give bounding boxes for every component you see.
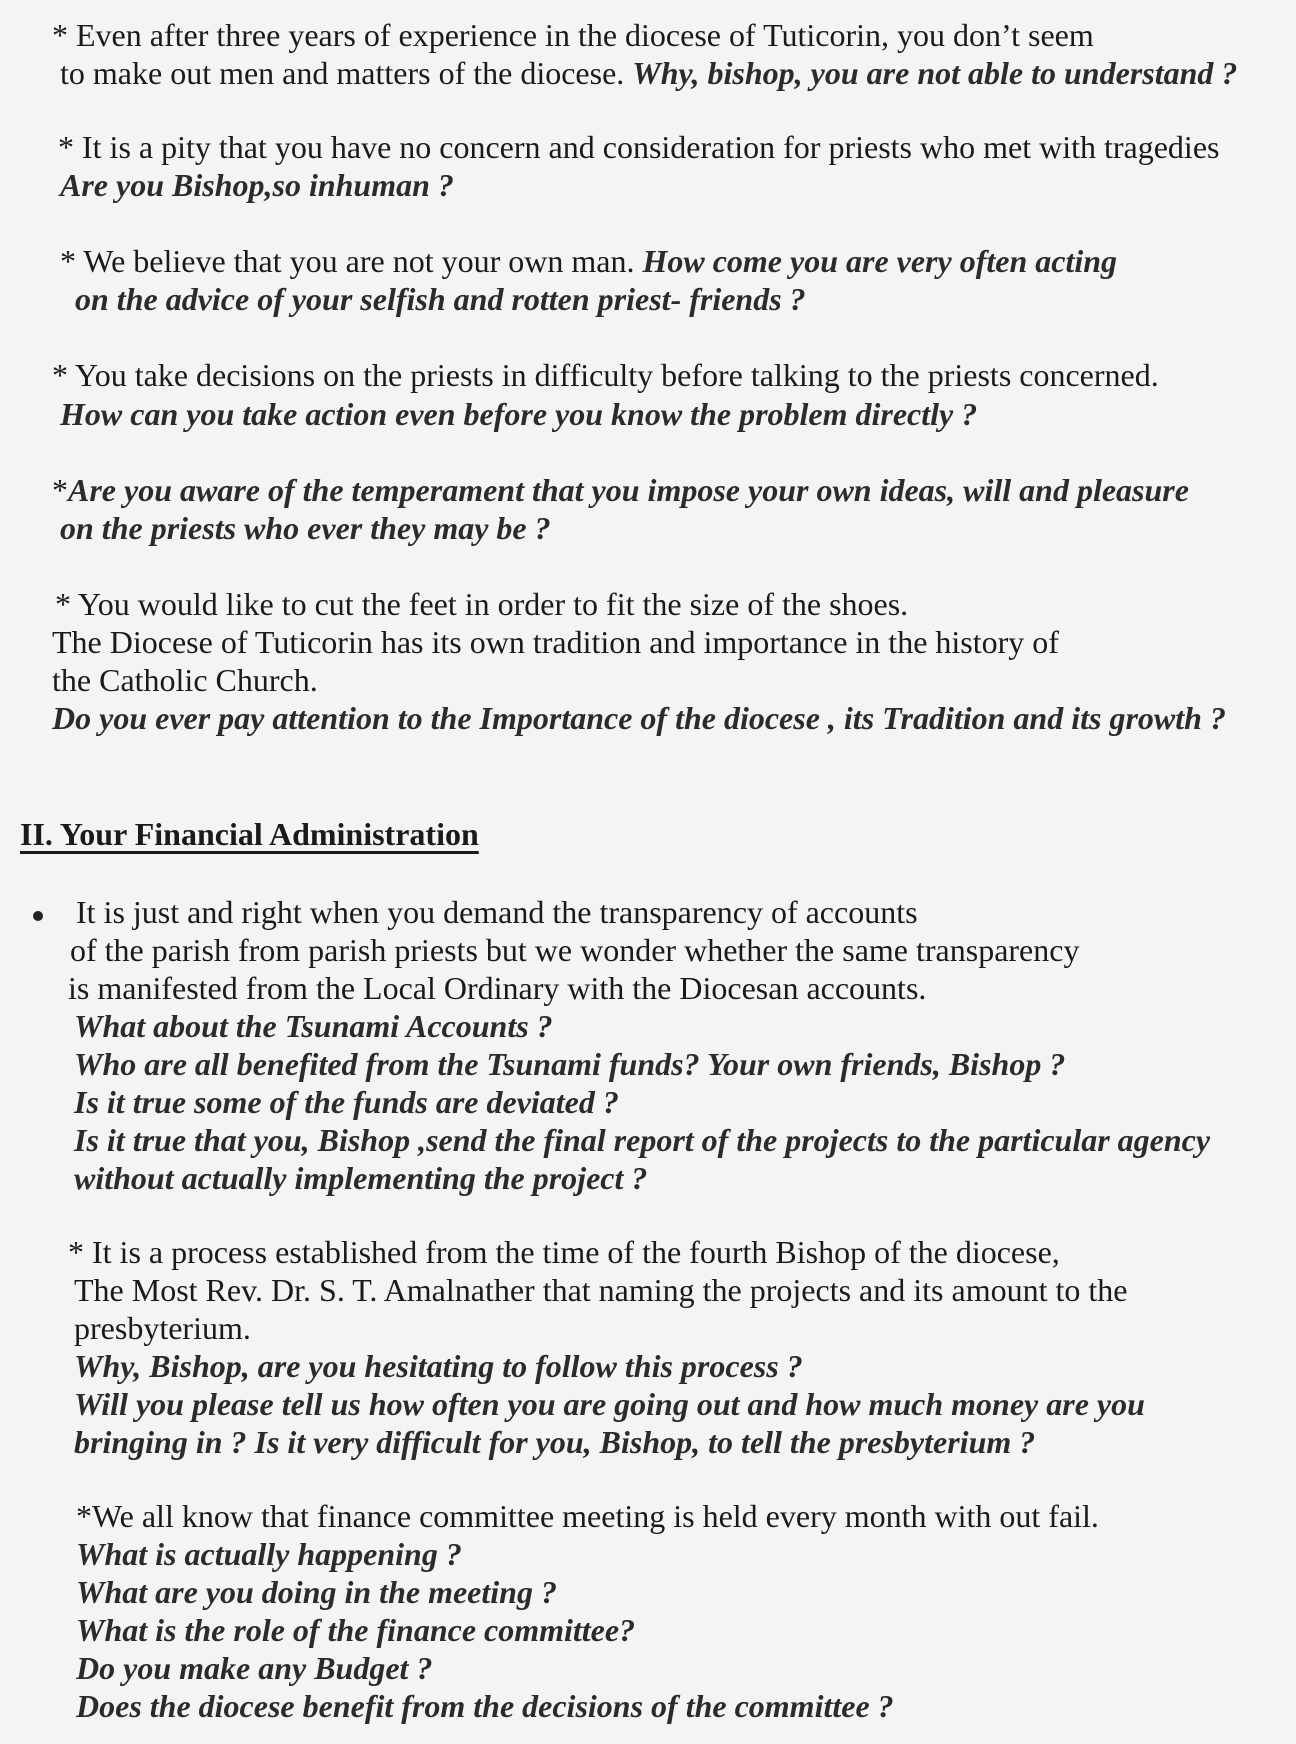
statement-text: * It is a process established from the time of the fourth Bishop of the diocese, [68,1234,1060,1270]
paragraph-line [58,128,1219,166]
statement-text: The Diocese of Tuticorin has its own tradition and importance in the history of [52,624,1059,660]
question-text: Are you Bishop,so inhuman ? [60,167,454,203]
paragraph-line [60,395,977,433]
paragraph-line [60,242,1117,280]
paragraph-line [76,1611,635,1649]
statement-text: to make out men and matters of the diocese. [60,55,633,91]
statement-text: * We believe that you are not your own man. [60,243,643,279]
question-text: Do you make any Budget ? [76,1650,433,1686]
paragraph-line [52,356,1159,394]
paragraph-line [52,623,1059,661]
question-text: Is it true some of the funds are deviated ? [74,1084,619,1120]
question-text: What about the Tsunami Accounts ? [74,1008,553,1044]
statement-text: * Even after three years of experience in the diocese of Tuticorin, you don’t seem [52,17,1094,53]
paragraph-line [74,1083,619,1121]
paragraph-line [74,1121,1210,1159]
question-text: How can you take action even before you know the problem directly ? [60,396,978,432]
paragraph-line [70,931,1079,969]
statement-text: * You take decisions on the priests in difficulty before talking to the priests concerned. [52,357,1159,393]
paragraph-line [55,585,908,623]
paragraph-line [60,54,1237,92]
paragraph-line [76,893,918,931]
paragraph-line [74,1271,1127,1309]
paragraph-line [74,1045,1065,1083]
paragraph-line [76,1687,894,1725]
paragraph-line [68,969,926,1007]
statement-text: of the parish from parish priests but we wonder whether the same transparency [70,932,1080,968]
statement-text: It is just and right when you demand the transparency of accounts [76,894,918,930]
statement-text: *We all know that finance committee meeting is held every month with out fail. [76,1498,1099,1534]
question-text: How come you are very often acting [642,243,1118,279]
paragraph-line [74,1347,803,1385]
paragraph-line [52,699,1226,737]
paragraph-line [76,1497,1099,1535]
question-text: without actually implementing the project ? [74,1160,648,1196]
question-text: Will you please tell us how often you are going out and how much money are you [74,1386,1145,1422]
question-text: Does the diocese benefit from the decisions of the committee ? [76,1688,894,1724]
paragraph-line [75,280,806,318]
statement-text: The Most Rev. Dr. S. T. Amalnather that naming the projects and its amount to the [74,1272,1128,1308]
paragraph-line [74,1385,1145,1423]
question-text: Do you ever pay attention to the Importance of the diocese , its Tradition and its growth ? [52,700,1226,736]
question-text: What is actually happening ? [76,1536,462,1572]
paragraph-line [60,509,551,547]
paragraph-line [76,1573,557,1611]
question-text: bringing in ? Is it very difficult for you, Bishop, to tell the presbyterium ? [74,1424,1036,1460]
statement-text: * [52,472,68,508]
statement-text: presbyterium. [74,1310,251,1346]
question-text: Is it true that you, Bishop ,send the final report of the projects to the particular agency [74,1122,1211,1158]
question-text: Are you aware of the temperament that you impose your own ideas, will and pleasure [68,472,1189,508]
statement-text: * You would like to cut the feet in order to fit the size of the shoes. [55,586,909,622]
section-heading: II. Your Financial Administration [20,816,479,852]
bullet-icon [33,911,43,921]
statement-text: * It is a pity that you have no concern and consideration for priests who met with tragedies [58,129,1220,165]
paragraph-line [74,1309,251,1347]
paragraph-line [60,166,454,204]
paragraph-line [52,661,318,699]
statement-text: the Catholic Church. [52,662,318,698]
paragraph-line [52,16,1094,54]
paragraph-line [76,1535,462,1573]
paragraph-line [74,1159,647,1197]
question-text: What is the role of the finance committee? [76,1612,636,1648]
paragraph-line [68,1233,1060,1271]
statement-text: is manifested from the Local Ordinary with the Diocesan accounts. [68,970,927,1006]
question-text: Who are all benefited from the Tsunami funds? Your own friends, Bishop ? [74,1046,1066,1082]
question-text: What are you doing in the meeting ? [76,1574,557,1610]
paragraph-line [52,471,1189,509]
paragraph-line [74,1423,1035,1461]
question-text: on the priests who ever they may be ? [60,510,551,546]
paragraph-line [76,1649,432,1687]
question-text: Why, Bishop, are you hesitating to follow this process ? [74,1348,803,1384]
question-text: Why, bishop, you are not able to understand ? [632,55,1238,91]
paragraph-line [74,1007,553,1045]
question-text: on the advice of your selfish and rotten priest- friends ? [75,281,806,317]
